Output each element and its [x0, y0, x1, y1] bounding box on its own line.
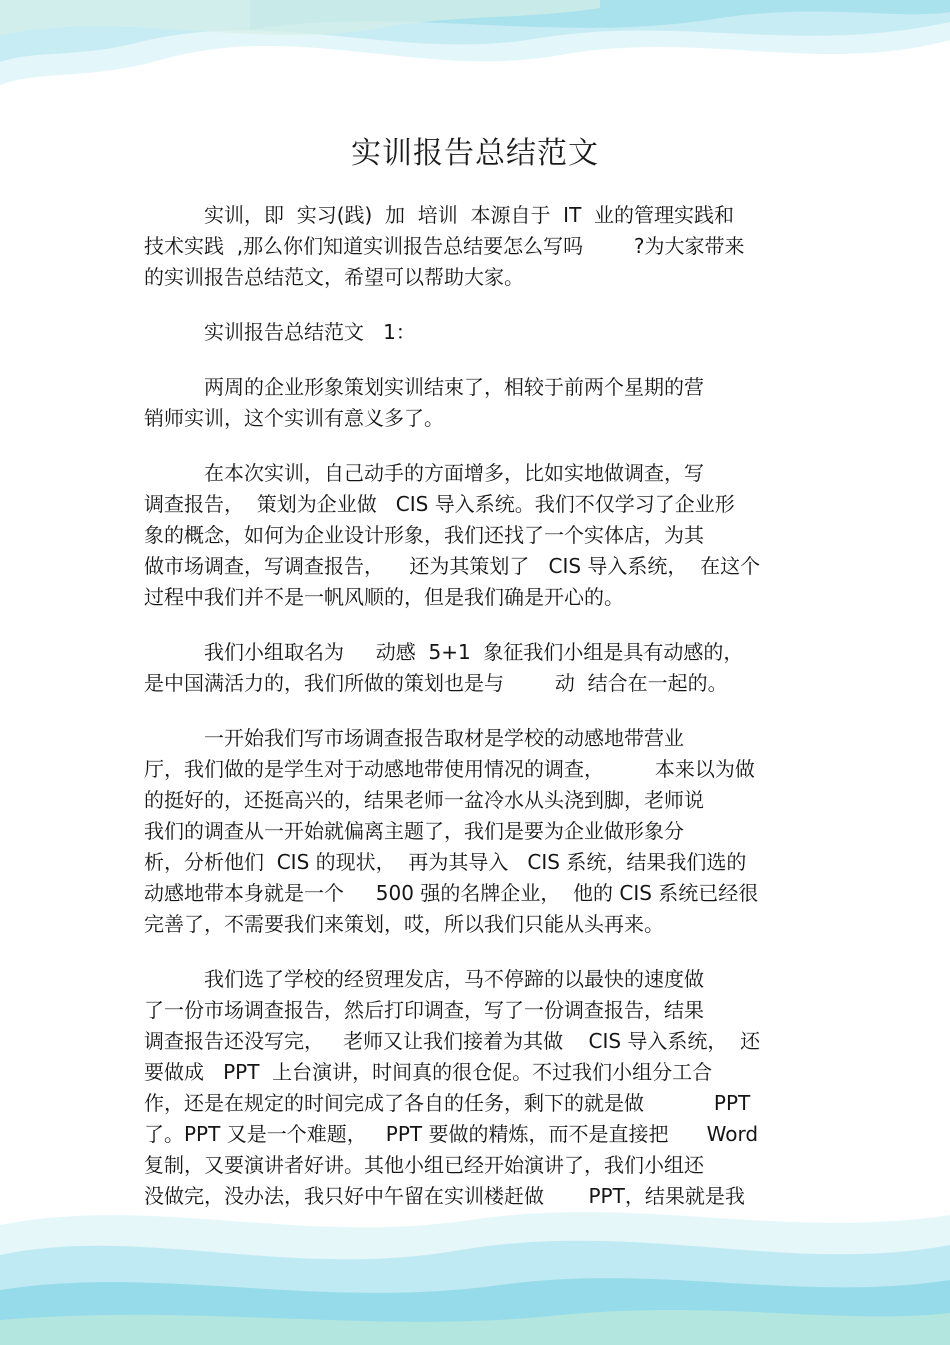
paragraph-7 [144, 964, 814, 1212]
text-line: 厅，我们做的是学生对于动感地带使用情况的调查， 本来以为做 [144, 757, 755, 781]
paragraph-3 [144, 372, 814, 434]
text-line: 的实训报告总结范文，希望可以帮助大家。 [144, 265, 524, 289]
text-line: 调查报告还没写完， 老师又让我们接着为其做 CIS 导入系统， 还 [144, 1029, 761, 1053]
document-title: 实训报告总结范文 [351, 136, 599, 171]
text-line: 一开始我们写市场调查报告取材是学校的动感地带营业 [204, 726, 684, 750]
text-line: 我们的调查从一开始就偏离主题了，我们是要为企业做形象分 [144, 819, 684, 843]
paragraph-5 [144, 637, 814, 699]
paragraph-4 [144, 458, 814, 613]
text-line: 我们选了学校的经贸理发店，马不停蹄的以最快的速度做 [204, 967, 704, 991]
text-line: 没做完，没办法，我只好中午留在实训楼赶做 PPT，结果就是我 [144, 1184, 745, 1208]
text-line: 两周的企业形象策划实训结束了，相较于前两个星期的营 [204, 375, 704, 399]
document-body [144, 200, 814, 1236]
paragraph-6 [144, 723, 814, 940]
text-line: 销师实训，这个实训有意义多了。 [144, 406, 444, 430]
text-line: 在本次实训，自己动手的方面增多，比如实地做调查，写 [204, 461, 704, 485]
text-line: 析，分析他们 CIS 的现状， 再为其导入 CIS 系统，结果我们选的 [144, 850, 747, 874]
text-line: 技术实践 ,那么你们知道实训报告总结要怎么写吗 ?为大家带来 [144, 234, 745, 258]
text-line: 动感地带本身就是一个 500 强的名牌企业， 他的 CIS 系统已经很 [144, 881, 759, 905]
text-line: 了一份市场调查报告，然后打印调查，写了一份调查报告，结果 [144, 998, 704, 1022]
top-wave-decoration [0, 0, 950, 110]
text-line: 要做成 PPT 上台演讲，时间真的很仓促。不过我们小组分工合 [144, 1060, 713, 1084]
text-line: 完善了，不需要我们来策划，哎，所以我们只能从头再来。 [144, 912, 664, 936]
paragraph-1 [144, 200, 814, 293]
text-line: 实训，即 实习(践) 加 培训 本源自于 IT 业的管理实践和 [204, 203, 735, 227]
text-line: 调查报告， 策划为企业做 CIS 导入系统。我们不仅学习了企业形 [144, 492, 735, 516]
text-line: 象的概念，如何为企业设计形象，我们还找了一个实体店，为其 [144, 523, 704, 547]
text-line: 的挺好的，还挺高兴的，结果老师一盆冷水从头浇到脚，老师说 [144, 788, 704, 812]
text-line: 做市场调查，写调查报告， 还为其策划了 CIS 导入系统， 在这个 [144, 554, 761, 578]
text-line: 我们小组取名为 动感 5+1 象征我们小组是具有动感的， [204, 640, 744, 664]
text-line: 过程中我们并不是一帆风顺的，但是我们确是开心的。 [144, 585, 624, 609]
section-heading: 实训报告总结范文 1： [204, 320, 416, 344]
text-line: 作，还是在规定的时间完成了各自的任务，剩下的就是做 PPT [144, 1091, 751, 1115]
text-line: 是中国满活力的，我们所做的策划也是与 动 结合在一起的。 [144, 671, 728, 695]
text-line: 了。PPT 又是一个难题， PPT 要做的精炼，而不是直接把 Word [144, 1122, 759, 1146]
paragraph-2-heading [144, 317, 814, 348]
text-line: 复制，又要演讲者好讲。其他小组已经开始演讲了，我们小组还 [144, 1153, 704, 1177]
